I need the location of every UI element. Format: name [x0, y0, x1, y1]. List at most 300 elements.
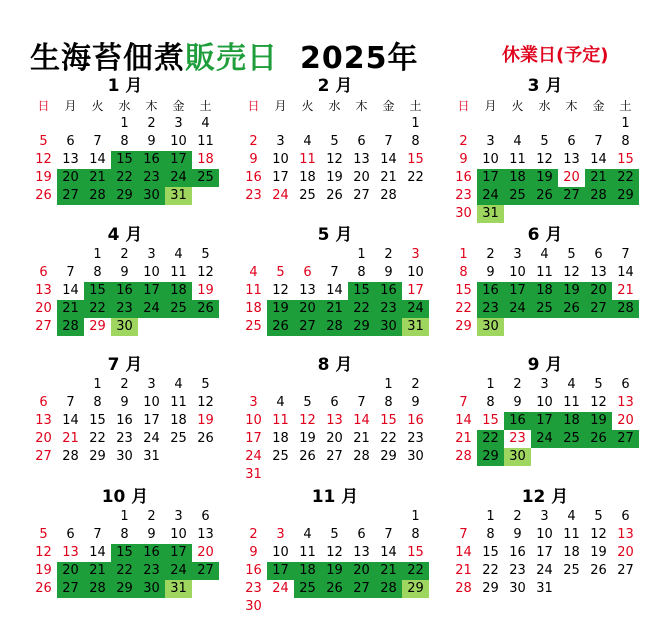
- day-cell: 30: [407, 449, 424, 464]
- week-row: [30, 300, 219, 318]
- day-cell: 13: [590, 265, 607, 280]
- day-cell: 1: [486, 377, 495, 392]
- empty-cell: [402, 598, 429, 616]
- empty-cell: [585, 318, 612, 336]
- empty-cell: [585, 580, 612, 598]
- week-row: [240, 115, 429, 133]
- week-row: [30, 580, 219, 598]
- weekday-label: 月: [64, 99, 77, 113]
- day-cell: 10: [482, 152, 499, 167]
- day-cell: 12: [536, 152, 553, 167]
- day-cell: 14: [62, 283, 79, 298]
- month-calendar: [240, 486, 430, 616]
- sale-day: 15: [111, 544, 138, 562]
- day-cell: 14: [590, 152, 607, 167]
- week-row: [240, 466, 429, 484]
- empty-cell: [84, 508, 111, 526]
- week-row: [30, 151, 219, 169]
- day-cell: 5: [594, 509, 603, 524]
- holiday-day: 11: [245, 283, 262, 298]
- day-cell: 13: [197, 527, 214, 542]
- week-row: [30, 430, 219, 448]
- sale-day: 21: [375, 562, 402, 580]
- holiday-day: 21: [455, 431, 472, 446]
- day-cell: 1: [120, 116, 129, 131]
- day-cell: 2: [147, 116, 156, 131]
- sale-day: 27: [57, 580, 84, 598]
- holiday-day: 9: [249, 152, 258, 167]
- day-cell: 25: [563, 563, 580, 578]
- empty-cell: [504, 205, 531, 223]
- empty-cell: [585, 205, 612, 223]
- week-row: [30, 544, 219, 562]
- day-cell: 1: [120, 509, 129, 524]
- month-label: 9 月: [527, 355, 563, 375]
- week-row: [30, 394, 219, 412]
- empty-cell: [321, 598, 348, 616]
- day-cell: 5: [540, 134, 549, 149]
- day-cell: 4: [567, 377, 576, 392]
- empty-cell: [375, 508, 402, 526]
- day-cell: 10: [509, 265, 526, 280]
- holiday-day: 19: [197, 413, 214, 428]
- day-cell: 9: [120, 265, 129, 280]
- sale-day: 19: [585, 412, 612, 430]
- empty-cell: [321, 466, 348, 484]
- sale-day: 25: [531, 300, 558, 318]
- holiday-day: 21: [617, 283, 634, 298]
- sale-day: 18: [294, 562, 321, 580]
- day-cell: 8: [486, 527, 495, 542]
- holiday-day: 13: [326, 413, 343, 428]
- day-cell: 10: [407, 265, 424, 280]
- day-cell: 8: [621, 134, 630, 149]
- weekday-label: 火: [301, 99, 314, 113]
- month-label: 1 月: [107, 76, 143, 96]
- month-calendar: [450, 224, 640, 336]
- day-cell: 3: [174, 116, 183, 131]
- month-calendar: [240, 224, 430, 336]
- sale-day: 20: [585, 282, 612, 300]
- day-cell: 11: [170, 395, 187, 410]
- empty-cell: [267, 115, 294, 133]
- day-cell: 13: [563, 152, 580, 167]
- weekday-label: 土: [409, 99, 422, 113]
- empty-cell: [402, 187, 429, 205]
- day-cell: 9: [147, 527, 156, 542]
- week-row: [30, 412, 219, 430]
- empty-cell: [165, 318, 192, 336]
- day-cell: 20: [353, 170, 370, 185]
- holiday-day: 19: [35, 170, 52, 185]
- holiday-day: 13: [35, 413, 52, 428]
- sale-day: 25: [504, 187, 531, 205]
- day-cell: 13: [353, 545, 370, 560]
- day-cell: 2: [486, 247, 495, 262]
- weekday-label: 火: [511, 99, 524, 113]
- day-cell: 17: [536, 545, 553, 560]
- day-cell: 1: [357, 247, 366, 262]
- day-cell: 7: [66, 395, 75, 410]
- sale-day: 29: [612, 187, 639, 205]
- day-cell: 13: [353, 152, 370, 167]
- empty-cell: [192, 187, 219, 205]
- day-cell: 10: [170, 527, 187, 542]
- holiday-day: 12: [35, 152, 52, 167]
- week-row: [30, 318, 219, 336]
- empty-cell: [531, 318, 558, 336]
- holiday-day: 5: [39, 527, 48, 542]
- empty-cell: [504, 318, 531, 336]
- day-cell: 26: [326, 188, 343, 203]
- sale-day: 26: [267, 318, 294, 336]
- week-row: [240, 187, 429, 205]
- day-cell: 14: [62, 413, 79, 428]
- sale-day: 20: [57, 169, 84, 187]
- day-cell: 7: [594, 134, 603, 149]
- week-row: [450, 508, 639, 526]
- weekday-label: 水: [328, 99, 341, 113]
- empty-cell: [612, 448, 639, 466]
- sale-day: 25: [294, 580, 321, 598]
- day-cell: 6: [330, 395, 339, 410]
- sale-day: 19: [558, 282, 585, 300]
- holiday-day: 21: [455, 563, 472, 578]
- holiday-day: 20: [617, 413, 634, 428]
- day-cell: 26: [590, 563, 607, 578]
- empty-cell: [30, 508, 57, 526]
- week-row: [450, 205, 639, 223]
- month-calendar: [240, 75, 430, 205]
- sale-day-last: 30: [111, 318, 138, 336]
- day-cell: 6: [567, 134, 576, 149]
- day-cell: 7: [93, 134, 102, 149]
- day-cell: 11: [170, 265, 187, 280]
- sale-day: 17: [165, 544, 192, 562]
- day-cell: 4: [540, 247, 549, 262]
- week-row: [450, 133, 639, 151]
- day-cell: 12: [272, 283, 289, 298]
- empty-cell: [375, 466, 402, 484]
- empty-cell: [321, 115, 348, 133]
- holiday-day: 6: [39, 265, 48, 280]
- day-cell: 4: [303, 527, 312, 542]
- title-year: 2025年: [300, 41, 419, 76]
- holiday-day: 30: [245, 599, 262, 614]
- day-cell: 5: [303, 395, 312, 410]
- weekday-label: 土: [619, 99, 632, 113]
- month-grid: [30, 376, 219, 466]
- month-label: 12 月: [521, 487, 569, 507]
- week-row: [450, 430, 639, 448]
- day-cell: 9: [120, 395, 129, 410]
- day-cell: 28: [380, 188, 397, 203]
- day-cell: 8: [411, 134, 420, 149]
- holiday-day: 11: [272, 413, 289, 428]
- holiday-day: 6: [39, 395, 48, 410]
- day-cell: 14: [89, 152, 106, 167]
- holiday-day: 16: [455, 170, 472, 185]
- weekday-label: 日: [457, 99, 470, 113]
- holiday-day: 17: [245, 431, 262, 446]
- holiday-day: 16: [407, 413, 424, 428]
- day-cell: 23: [509, 563, 526, 578]
- day-cell: 22: [482, 563, 499, 578]
- week-row: [450, 246, 639, 264]
- day-cell: 7: [66, 265, 75, 280]
- sale-day: 21: [57, 300, 84, 318]
- sale-day: 29: [348, 318, 375, 336]
- month-label: 5 月: [317, 225, 353, 245]
- sale-day: 23: [477, 300, 504, 318]
- day-cell: 7: [621, 247, 630, 262]
- empty-cell: [348, 466, 375, 484]
- day-cell: 27: [326, 449, 343, 464]
- weekday-header-row: [240, 97, 429, 115]
- empty-cell: [558, 318, 585, 336]
- empty-cell: [558, 115, 585, 133]
- holiday-legend: 休業日(予定): [502, 45, 609, 66]
- day-cell: 14: [380, 545, 397, 560]
- empty-cell: [294, 376, 321, 394]
- weekday-label: 月: [484, 99, 497, 113]
- day-cell: 4: [513, 134, 522, 149]
- month-calendar: [30, 75, 220, 205]
- sale-day: 24: [165, 562, 192, 580]
- day-cell: 6: [357, 134, 366, 149]
- day-cell: 18: [299, 170, 316, 185]
- day-cell: 10: [536, 395, 553, 410]
- week-row: [450, 300, 639, 318]
- day-cell: 14: [617, 265, 634, 280]
- day-cell: 5: [201, 247, 210, 262]
- sale-day-last: 31: [477, 205, 504, 223]
- day-cell: 4: [567, 509, 576, 524]
- holiday-day: 7: [459, 527, 468, 542]
- sale-day: 24: [138, 300, 165, 318]
- holiday-day: 13: [617, 395, 634, 410]
- weekday-label: 水: [118, 99, 131, 113]
- month-label: 7 月: [107, 355, 143, 375]
- sale-day: 21: [84, 169, 111, 187]
- sale-day-last: 31: [402, 318, 429, 336]
- day-cell: 3: [540, 509, 549, 524]
- month-label: 6 月: [527, 225, 563, 245]
- day-cell: 22: [89, 431, 106, 446]
- holiday-day: 31: [245, 467, 262, 482]
- sale-day: 27: [585, 300, 612, 318]
- day-cell: 19: [590, 545, 607, 560]
- week-row: [450, 544, 639, 562]
- holiday-day: 25: [245, 319, 262, 334]
- empty-cell: [450, 376, 477, 394]
- week-row: [30, 264, 219, 282]
- sale-day: 27: [612, 430, 639, 448]
- empty-cell: [504, 115, 531, 133]
- day-cell: 12: [326, 152, 343, 167]
- sale-day: 29: [111, 187, 138, 205]
- day-cell: 14: [326, 283, 343, 298]
- week-row: [240, 318, 429, 336]
- day-cell: 12: [197, 265, 214, 280]
- day-cell: 14: [89, 545, 106, 560]
- holiday-day: 24: [272, 581, 289, 596]
- day-cell: 8: [486, 395, 495, 410]
- holiday-day: 15: [617, 152, 634, 167]
- day-cell: 6: [621, 377, 630, 392]
- holiday-day: 18: [197, 152, 214, 167]
- day-cell: 23: [407, 431, 424, 446]
- empty-cell: [477, 115, 504, 133]
- day-cell: 4: [303, 134, 312, 149]
- week-row: [30, 562, 219, 580]
- day-cell: 30: [116, 449, 133, 464]
- sale-day: 27: [348, 580, 375, 598]
- week-row: [240, 264, 429, 282]
- page-title: [30, 33, 419, 77]
- day-cell: 14: [380, 152, 397, 167]
- month-grid: [240, 508, 429, 616]
- holiday-day: 15: [380, 413, 397, 428]
- sale-day: 16: [111, 282, 138, 300]
- day-cell: 8: [411, 527, 420, 542]
- day-cell: 18: [170, 413, 187, 428]
- day-cell: 4: [201, 116, 210, 131]
- day-cell: 19: [326, 170, 343, 185]
- holiday-day: 14: [455, 413, 472, 428]
- day-cell: 3: [513, 247, 522, 262]
- month-grid: [30, 246, 219, 336]
- sale-day-last: 31: [165, 580, 192, 598]
- empty-cell: [294, 598, 321, 616]
- holiday-day: 20: [35, 301, 52, 316]
- sale-day: 30: [138, 580, 165, 598]
- day-cell: 10: [536, 527, 553, 542]
- day-cell: 5: [594, 377, 603, 392]
- holiday-day: 23: [245, 581, 262, 596]
- day-cell: 1: [621, 116, 630, 131]
- empty-cell: [57, 376, 84, 394]
- month-calendar: [450, 354, 640, 466]
- empty-cell: [612, 580, 639, 598]
- month-grid: [240, 246, 429, 336]
- day-cell: 17: [272, 170, 289, 185]
- holiday-day: 15: [455, 283, 472, 298]
- holiday-day: 30: [455, 206, 472, 221]
- sale-day: 15: [111, 151, 138, 169]
- day-cell: 15: [89, 413, 106, 428]
- day-cell: 17: [143, 413, 160, 428]
- day-cell: 3: [147, 377, 156, 392]
- holiday-day: 24: [245, 449, 262, 464]
- empty-cell: [138, 318, 165, 336]
- sale-day: 24: [165, 169, 192, 187]
- month-grid: [240, 376, 429, 484]
- empty-cell: [531, 205, 558, 223]
- holiday-day: 29: [89, 319, 106, 334]
- sale-day: 28: [84, 187, 111, 205]
- empty-cell: [348, 598, 375, 616]
- sale-day: 30: [375, 318, 402, 336]
- sale-day: 20: [57, 562, 84, 580]
- week-row: [450, 580, 639, 598]
- day-cell: 5: [330, 134, 339, 149]
- sale-day: 27: [294, 318, 321, 336]
- day-cell: 1: [411, 116, 420, 131]
- holiday-day: 15: [482, 413, 499, 428]
- day-cell: 12: [590, 395, 607, 410]
- holiday-day: 1: [459, 247, 468, 262]
- week-row: [240, 246, 429, 264]
- empty-cell: [531, 448, 558, 466]
- holiday-day: 22: [455, 301, 472, 316]
- day-cell: 20: [326, 431, 343, 446]
- sale-day: 18: [165, 282, 192, 300]
- sale-day: 23: [375, 300, 402, 318]
- day-cell: 27: [617, 563, 634, 578]
- day-cell: 3: [147, 247, 156, 262]
- empty-cell: [267, 466, 294, 484]
- week-row: [240, 169, 429, 187]
- sale-day: 29: [477, 448, 504, 466]
- holiday-day: 20: [197, 545, 214, 560]
- day-cell: 11: [299, 545, 316, 560]
- week-row: [240, 133, 429, 151]
- week-row: [450, 151, 639, 169]
- week-row: [240, 562, 429, 580]
- sale-day: 27: [192, 562, 219, 580]
- day-cell: 25: [272, 449, 289, 464]
- empty-cell: [267, 598, 294, 616]
- sale-day: 24: [531, 430, 558, 448]
- holiday-day: 24: [272, 188, 289, 203]
- day-cell: 11: [197, 134, 214, 149]
- day-cell: 2: [513, 377, 522, 392]
- holiday-day: 20: [617, 545, 634, 560]
- month-grid: [450, 508, 639, 598]
- day-cell: 6: [621, 509, 630, 524]
- week-row: [450, 376, 639, 394]
- empty-cell: [450, 508, 477, 526]
- month-calendar: [30, 486, 220, 598]
- holiday-day: 26: [35, 188, 52, 203]
- sale-day: 26: [192, 300, 219, 318]
- weekday-label: 金: [382, 99, 395, 113]
- month-grid: [450, 97, 639, 223]
- holiday-day: 27: [35, 319, 52, 334]
- empty-cell: [267, 508, 294, 526]
- month-label: 4 月: [107, 225, 143, 245]
- empty-cell: [375, 598, 402, 616]
- title-sale-days: 販売日: [185, 41, 278, 76]
- holiday-day: 3: [249, 395, 258, 410]
- empty-cell: [84, 115, 111, 133]
- day-cell: 6: [201, 509, 210, 524]
- day-cell: 22: [407, 170, 424, 185]
- sale-day: 15: [348, 282, 375, 300]
- week-row: [240, 544, 429, 562]
- empty-cell: [348, 508, 375, 526]
- weekday-label: 金: [592, 99, 605, 113]
- day-cell: 9: [513, 395, 522, 410]
- empty-cell: [165, 448, 192, 466]
- sale-day: 17: [477, 169, 504, 187]
- weekday-label: 木: [145, 99, 158, 113]
- week-row: [450, 394, 639, 412]
- empty-cell: [531, 115, 558, 133]
- weekday-label: 日: [247, 99, 260, 113]
- month-grid: [450, 246, 639, 336]
